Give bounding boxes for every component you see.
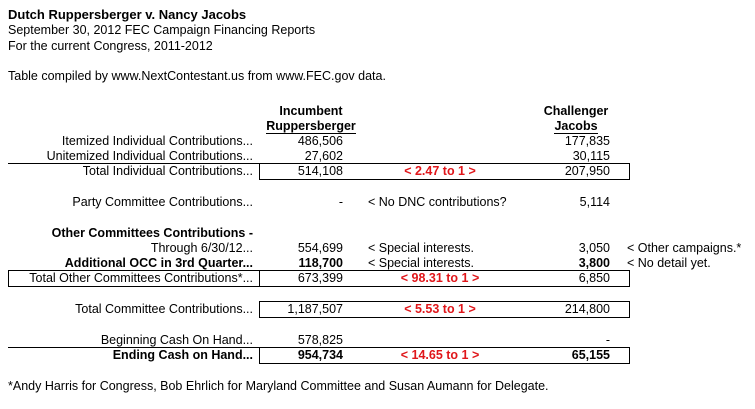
incumbent-total-committee: 1,187,507: [287, 302, 343, 316]
row-label-itemized: Itemized Individual Contributions...: [61, 134, 253, 148]
ratio-total-other: < 98.31 to 1 >: [400, 271, 480, 285]
incumbent-name-header: [255, 119, 367, 134]
challenger-total-committee: 214,800: [564, 302, 610, 316]
challenger-beginning-cash: -: [605, 333, 610, 347]
report-subtitle: September 30, 2012 FEC Campaign Financing Reports: [8, 23, 316, 37]
footnote: *Andy Harris for Congress, Bob Ehrlich for Maryland Committee and Susan Aumann for Delegate.: [8, 379, 549, 393]
note-additional-occ: < Special interests.: [368, 256, 474, 270]
challenger-name: Jacobs: [554, 119, 598, 133]
incumbent-additional-occ: 118,700: [298, 256, 343, 270]
challenger-ending-cash: 65,155: [571, 348, 610, 362]
row-label-additional-occ: Additional OCC in 3rd Quarter...: [64, 256, 253, 270]
challenger-name-header: [520, 119, 632, 134]
incumbent-total-individual: 514,108: [297, 164, 343, 178]
source-note: Table compiled by www.NextContestant.us from www.FEC.gov data.: [8, 69, 386, 83]
ratio-total-individual: < 2.47 to 1 >: [404, 164, 476, 178]
incumbent-beginning-cash: 578,825: [297, 333, 343, 347]
ratio-total-committee: < 5.53 to 1 >: [404, 302, 476, 316]
challenger-total-other: 6,850: [578, 271, 610, 285]
challenger-role-header: Challenger: [543, 104, 609, 118]
incumbent-through: 554,699: [297, 241, 343, 255]
row-label-party: Party Committee Contributions...: [72, 195, 253, 209]
challenger-unitemized: 30,115: [572, 149, 610, 163]
incumbent-total-other: 673,399: [297, 271, 343, 285]
row-label-unitemized: Unitemized Individual Contributions...: [46, 149, 253, 163]
incumbent-ending-cash: 954,734: [297, 348, 343, 362]
challenger-party: 5,114: [579, 195, 610, 209]
row-label-beginning-cash: Beginning Cash On Hand...: [100, 333, 253, 347]
side-note-through: < Other campaigns.*: [627, 241, 742, 255]
note-through: < Special interests.: [368, 241, 474, 255]
challenger-through: 3,050: [578, 241, 610, 255]
page-title: Dutch Ruppersberger v. Nancy Jacobs: [8, 7, 247, 22]
challenger-total-individual: 207,950: [564, 164, 610, 178]
incumbent-itemized: 486,506: [297, 134, 343, 148]
note-party: < No DNC contributions?: [368, 195, 507, 209]
row-label-total-other: Total Other Committees Contributions*...: [29, 271, 253, 285]
row-label-total-committee: Total Committee Contributions...: [75, 302, 253, 316]
ratio-ending-cash: < 14.65 to 1 >: [400, 348, 480, 362]
incumbent-party: -: [338, 195, 343, 209]
row-label-through: Through 6/30/12...: [150, 241, 253, 255]
incumbent-role-header: Incumbent: [279, 104, 343, 118]
section-header-other-committees: Other Committees Contributions -: [51, 226, 253, 240]
incumbent-unitemized: 27,602: [304, 149, 343, 163]
incumbent-name: Ruppersberger: [266, 119, 356, 133]
challenger-additional-occ: 3,800: [578, 256, 610, 270]
side-note-additional-occ: < No detail yet.: [627, 256, 711, 270]
report-period: For the current Congress, 2011-2012: [8, 39, 213, 53]
row-label-total-individual: Total Individual Contributions...: [82, 164, 253, 178]
challenger-itemized: 177,835: [564, 134, 610, 148]
row-label-ending-cash: Ending Cash on Hand...: [112, 348, 253, 362]
